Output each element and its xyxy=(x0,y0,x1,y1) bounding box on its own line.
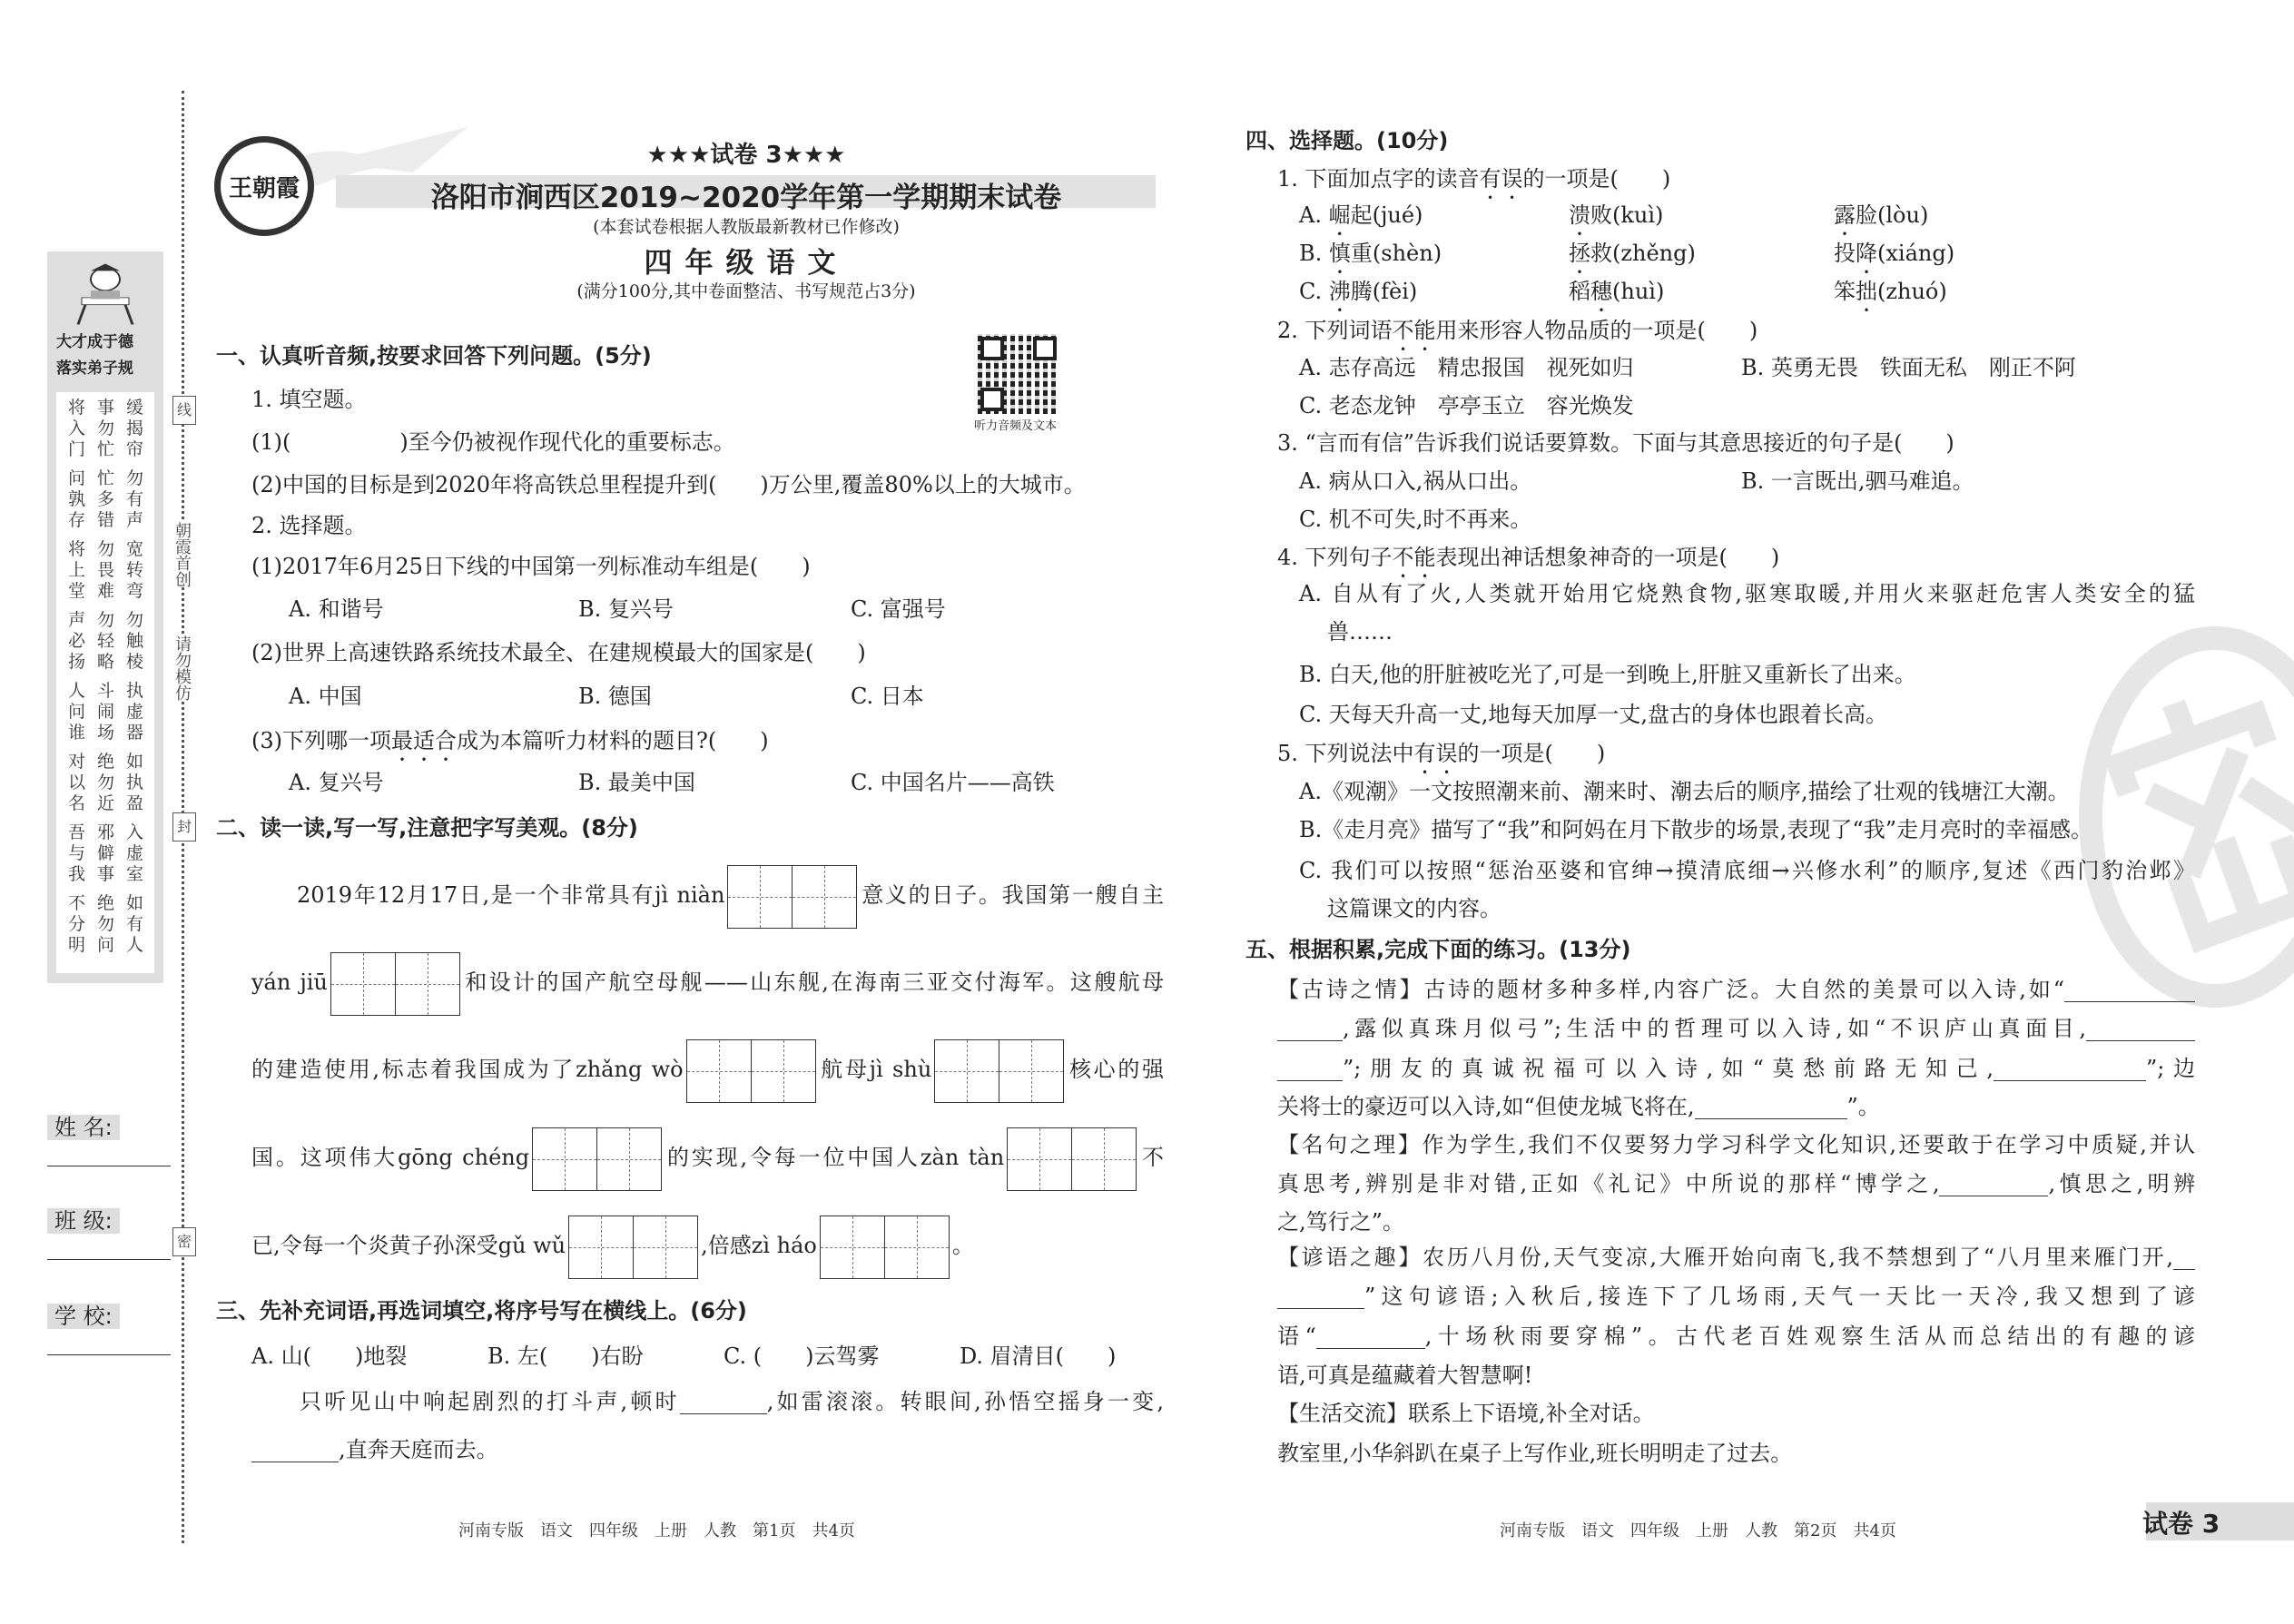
passage-line xyxy=(251,1037,1164,1103)
text-segment: 航母jì shù xyxy=(818,1057,932,1082)
school-label: 学 校: xyxy=(47,1304,120,1329)
answer-option: C. ( )云驾雾 xyxy=(724,1343,880,1369)
text-segment: 只听见山中响起剧烈的打斗声,顿时 xyxy=(300,1389,680,1414)
dizigui-poem-grid xyxy=(56,392,154,973)
passage-line xyxy=(300,1386,1164,1417)
poem-row: 堂难弯 xyxy=(68,581,156,601)
writing-cell[interactable] xyxy=(533,1128,596,1190)
poem-row: 吾邪入 xyxy=(68,822,156,842)
text-segment: 的建造使用,标志着我国成为了zhǎng wò xyxy=(251,1057,684,1082)
confidential-stamp xyxy=(2079,626,2294,1008)
answer-blank-line[interactable] xyxy=(1695,1095,1847,1119)
dotted-emphasis-text: 崛 xyxy=(1328,202,1351,228)
text-segment: (3)下列哪一项 xyxy=(251,728,391,753)
writing-cell[interactable] xyxy=(751,1040,815,1102)
writing-cell[interactable] xyxy=(728,866,792,928)
vertical-note-original: 朝霞首创 xyxy=(170,522,193,587)
writing-cell[interactable] xyxy=(821,1216,884,1278)
answer-blank-line[interactable] xyxy=(251,1438,339,1462)
answer-option: B. 一言既出,驷马难追。 xyxy=(1741,468,1974,494)
poem-row: 将勿宽 xyxy=(68,539,156,559)
answer-option xyxy=(1569,200,1663,241)
text-segment: 的一项是( ) xyxy=(1457,741,1606,766)
dotted-emphasis-text: 溃 xyxy=(1569,202,1590,228)
tianzige-writing-box[interactable] xyxy=(330,952,460,1016)
text-segment: 表现出神话想象神奇的一项是( ) xyxy=(1435,545,1780,570)
dotted-emphasis-text: 沸 xyxy=(1328,279,1351,304)
tianzige-writing-box[interactable] xyxy=(532,1127,662,1191)
text-segment: ”;朋友的真诚祝福可以入诗,如“莫愁前路无知己, xyxy=(1343,1056,1994,1081)
text-segment: 腾(fèi) xyxy=(1350,279,1418,304)
dotted-emphasis-text: 有误 xyxy=(1413,741,1458,766)
poem-row: 与僻虚 xyxy=(68,843,156,863)
text-segment: 用来形容人物品质的一项是( ) xyxy=(1435,318,1758,343)
passage-line xyxy=(1277,1321,2195,1352)
option-line: A. 自从有了火,人类就开始用它烧熟食物,驱寒取暖,并用火来驱赶危害人类安全的猛 xyxy=(1299,581,2195,606)
text-segment: 稻 xyxy=(1569,279,1590,304)
answer-option: A. 病从口入,祸从口出。 xyxy=(1299,468,1532,494)
poem-row: 入勿揭 xyxy=(68,418,156,438)
dotted-emphasis-text: 不能 xyxy=(1392,318,1436,343)
text-segment: ,倍感zì háo xyxy=(701,1233,817,1258)
class-field[interactable] xyxy=(47,1203,120,1235)
text-segment: B. xyxy=(1299,241,1329,266)
writing-cell[interactable] xyxy=(935,1040,999,1102)
text-segment: 2019年12月17日,是一个非常具有jì niàn xyxy=(297,882,725,908)
answer-option: A. 志存高远 精忠报国 视死如归 xyxy=(1299,355,1634,380)
score-note: (满分100分,其中卷面整洁、书写规范占3分) xyxy=(576,281,916,301)
text-segment: 5. 下列说法中 xyxy=(1277,741,1414,766)
tianzige-writing-box[interactable] xyxy=(727,865,857,929)
text-segment: 投 xyxy=(1834,241,1856,266)
text-segment: ,直奔天庭而去。 xyxy=(339,1437,498,1462)
answer-option: A. 山( )地裂 xyxy=(251,1343,408,1369)
option-line: 兽…… xyxy=(1327,619,1393,645)
passage-line xyxy=(1277,1091,1880,1122)
text-segment: 和设计的国产航空母舰——山东舰,在海南三亚交付海军。这艘航母 xyxy=(462,969,1164,995)
answer-blank-line[interactable] xyxy=(1939,1172,2048,1196)
question-line xyxy=(251,725,769,766)
logo-text: 王朝霞 xyxy=(228,174,300,202)
writing-cell[interactable] xyxy=(1008,1128,1071,1190)
writing-cell[interactable] xyxy=(792,866,856,928)
text-segment: 重(shèn) xyxy=(1350,241,1442,266)
writing-cell[interactable] xyxy=(331,953,395,1015)
paper-badge: ★★★试卷 3★★★ xyxy=(646,142,846,169)
answer-blank-line[interactable] xyxy=(680,1390,767,1414)
passage-line xyxy=(1277,1281,2195,1312)
answer-blank-line[interactable] xyxy=(2086,1017,2195,1041)
poem-row: 存错声 xyxy=(68,510,156,530)
writing-cell[interactable] xyxy=(884,1216,949,1278)
text-segment: 败(kuì) xyxy=(1590,202,1664,228)
passage-line: 【生活交流】联系上下语境,补全对话。 xyxy=(1277,1401,1655,1426)
text-segment: 关将士的豪迈可以入诗,如“但使龙城飞将在, xyxy=(1277,1094,1695,1119)
answer-option: B. 德国 xyxy=(578,684,652,709)
answer-option: C. 富强号 xyxy=(851,596,946,622)
poem-row: 名近盈 xyxy=(68,793,156,813)
answer-option xyxy=(1834,276,1947,317)
passage-line xyxy=(1277,974,2195,1005)
dotted-emphasis-text: 拙 xyxy=(1856,279,1877,304)
text-segment: 脸(lòu) xyxy=(1856,202,1929,228)
dotted-emphasis-text: 最适合 xyxy=(391,728,457,753)
text-segment: 笨 xyxy=(1834,279,1856,304)
answer-option: C. 日本 xyxy=(851,684,924,709)
question-line: (2)世界上高速铁路系统技术最全、在建规模最大的国家是( ) xyxy=(251,640,866,665)
passage-line: 教室里,小华斜趴在桌子上写作业,班长明明走了过去。 xyxy=(1277,1441,1793,1466)
answer-option: C. 机不可失,时不再来。 xyxy=(1299,507,1532,532)
text-segment: 2. 下列词语 xyxy=(1277,318,1393,343)
exam-title: 洛阳市涧西区2019~2020学年第一学期期末试卷 xyxy=(430,182,1062,214)
text-segment: ,露似真珠月似弓”;生活中的哲理可以入诗,如“不识庐山真面目, xyxy=(1343,1016,2086,1041)
question-line: (2)中国的目标是到2020年将高铁总里程提升到( )万公里,覆盖80%以上的大城市。 xyxy=(251,472,1086,497)
dotted-emphasis-text: 穗 xyxy=(1590,279,1612,304)
section-1-heading: 一、认真听音频,按要求回答下列问题。(5分) xyxy=(216,343,652,369)
option-line: B. 白天,他的肝脏被吃光了,可是一到晚上,肝脏又重新长了出来。 xyxy=(1299,662,1916,687)
text-segment: 1. 下面加点字的读音 xyxy=(1277,166,1480,192)
answer-option xyxy=(1299,276,1417,317)
passage-line xyxy=(251,950,1164,1016)
passage-line: 语,可真是蕴藏着大智慧啊! xyxy=(1277,1363,1533,1388)
poem-row: 上畏转 xyxy=(68,560,156,580)
text-segment: 。 xyxy=(951,1233,974,1258)
poem-row: 明问人 xyxy=(68,935,156,955)
option-line: C. 我们可以按照“惩治巫婆和官绅→摸清底细→兴修水利”的顺序,复述《西门豹治邺》 xyxy=(1299,858,2195,883)
text-segment: 成为本篇听力材料的题目?( ) xyxy=(457,728,769,753)
answer-option: B. 英勇无畏 铁面无私 刚正不阿 xyxy=(1741,355,2076,380)
answer-blank-line[interactable] xyxy=(2173,1245,2195,1270)
passage-line xyxy=(1277,1013,2195,1044)
qr-label: 听力音频及文本 xyxy=(974,419,1058,433)
poem-row: 问忙勿 xyxy=(68,468,156,488)
answer-option xyxy=(1569,276,1664,317)
text-segment: 意义的日子。我国第一艘自主 xyxy=(860,882,1164,908)
writing-cell[interactable] xyxy=(596,1128,661,1190)
dotted-emphasis-text: 降 xyxy=(1856,241,1877,266)
answer-option xyxy=(1834,200,1928,241)
text-segment: 核心的强 xyxy=(1067,1057,1164,1082)
dotted-emphasis-text: 露 xyxy=(1834,202,1856,228)
section-4-heading: 四、选择题。(10分) xyxy=(1245,128,1449,153)
seal-mark-feng: 封 xyxy=(172,812,196,842)
text-segment: 已,令每一个炎黄子孙深受gǔ wǔ xyxy=(251,1233,566,1258)
dotted-emphasis-text: 有误 xyxy=(1479,166,1523,192)
answer-option xyxy=(1834,238,1954,279)
poem-row: 不绝如 xyxy=(68,893,156,913)
answer-option: B. 最美中国 xyxy=(578,770,695,795)
poem-row: 谁场器 xyxy=(68,723,156,743)
answer-blank-line[interactable] xyxy=(2064,978,2195,1002)
option-line: B.《走月亮》描写了“我”和阿妈在月下散步的场景,表现了“我”走月亮时的幸福感。 xyxy=(1299,817,2092,842)
tianzige-writing-box[interactable] xyxy=(1007,1127,1137,1191)
vertical-note-no-copy: 请勿模仿 xyxy=(170,635,193,701)
text-segment: 不 xyxy=(1139,1145,1165,1170)
answer-option xyxy=(1569,238,1696,279)
passage-line xyxy=(251,1213,974,1279)
tianzige-writing-box[interactable] xyxy=(934,1039,1064,1103)
passage-line: 之,笃行之”。 xyxy=(1277,1209,1404,1235)
passage-line xyxy=(1277,1053,2195,1084)
motto-1: 大才成于德 xyxy=(56,333,133,351)
poem-row: 将事缓 xyxy=(68,398,156,418)
text-segment: 救(zhěng) xyxy=(1590,241,1696,266)
dotted-emphasis-text: 拯 xyxy=(1569,241,1590,266)
qr-code[interactable] xyxy=(978,334,1059,414)
text-segment: 【古诗之情】古诗的题材多种多样,内容广泛。大自然的美景可以入诗,如“ xyxy=(1277,977,2064,1002)
question-line: 3. “言而有信”告诉我们说话要算数。下面与其意思接近的句子是( ) xyxy=(1277,430,1954,456)
answer-option: C. 中国名片——高铁 xyxy=(851,770,1055,795)
writing-cell[interactable] xyxy=(1071,1128,1136,1190)
poem-row: 扬略棱 xyxy=(68,652,156,672)
text-segment: ,十场秋雨要穿棉”。古代老百姓观察生活从而总结出的有趣的谚 xyxy=(1424,1324,2195,1349)
writing-cell[interactable] xyxy=(687,1040,751,1102)
option-line: 这篇课文的内容。 xyxy=(1327,896,1501,921)
text-segment: yán jiū xyxy=(251,969,328,995)
text-segment: 【谚语之趣】农历八月份,天气变凉,大雁开始向南飞,我不禁想到了“八月里来雁门开, xyxy=(1277,1245,2173,1270)
text-segment: 4. 下列句子 xyxy=(1277,545,1393,570)
text-segment: (zhuó) xyxy=(1877,279,1947,304)
section-2-heading: 二、读一读,写一写,注意把字写美观。(8分) xyxy=(216,815,638,841)
answer-blank-line[interactable] xyxy=(1277,1017,1343,1041)
answer-option: A. 和谐号 xyxy=(289,596,384,622)
seal-mark-xian: 线 xyxy=(172,396,196,425)
passage-line xyxy=(1277,1242,2195,1273)
answer-option: B. 左( )右盼 xyxy=(487,1343,644,1369)
question-line xyxy=(1277,163,1670,204)
poem-row: 问闹虚 xyxy=(68,702,156,722)
dotted-emphasis-text: 慎 xyxy=(1328,241,1351,266)
text-segment: 起(jué) xyxy=(1350,202,1423,228)
text-segment: (huì) xyxy=(1612,279,1665,304)
revision-note: (本套试卷根据人教版最新教材已作修改) xyxy=(593,217,900,237)
text-segment: A. xyxy=(1299,202,1329,228)
passage-line xyxy=(1277,1168,2195,1199)
motto-2: 落实弟子规 xyxy=(56,359,133,378)
text-segment: ,慎思之,明辨 xyxy=(2048,1171,2195,1196)
corner-label: 试卷 3 xyxy=(2142,1509,2220,1539)
answer-blank-line[interactable] xyxy=(1316,1324,1425,1349)
poem-row: 以勿执 xyxy=(68,773,156,792)
answer-blank-line[interactable] xyxy=(1277,1284,1364,1309)
tianzige-writing-box[interactable] xyxy=(568,1216,698,1279)
subject-title: 四年级语文 xyxy=(644,247,849,280)
passage-line xyxy=(251,1125,1164,1191)
answer-option: A. 中国 xyxy=(289,684,362,709)
question-line: 1. 填空题。 xyxy=(251,387,367,412)
text-segment: 的实现,令每一位中国人zàn tàn xyxy=(665,1145,1005,1170)
passage-line xyxy=(297,862,1164,929)
answer-option: B. 复兴号 xyxy=(578,596,674,622)
answer-option xyxy=(1299,200,1423,241)
seal-mark-mi: 密 xyxy=(172,1227,196,1256)
poem-row: 分勿有 xyxy=(68,914,156,934)
poem-row: 我事室 xyxy=(68,864,156,884)
question-line xyxy=(1277,738,1605,779)
question-line: 2. 选择题。 xyxy=(251,513,367,538)
passage-line: 【名句之理】作为学生,我们不仅要努力学习科学文化知识,还要敢于在学习中质疑,并认 xyxy=(1277,1132,2195,1157)
class-label: 班 级: xyxy=(47,1208,120,1234)
poem-row: 人斗执 xyxy=(68,681,156,701)
poem-row: 孰多有 xyxy=(68,489,156,509)
section-5-heading: 五、根据积累,完成下面的练习。(13分) xyxy=(1245,937,1631,962)
question-line: (1)( )至今仍被视作现代化的重要标志。 xyxy=(251,429,735,455)
name-field[interactable] xyxy=(47,1109,120,1141)
name-label: 姓 名: xyxy=(47,1115,120,1140)
tianzige-writing-box[interactable] xyxy=(820,1216,950,1279)
page-1-footer: 河南专版 语文 四年级 上册 人教 第1页 共4页 xyxy=(458,1521,855,1540)
writing-cell[interactable] xyxy=(395,953,459,1015)
answer-blank-line[interactable] xyxy=(1994,1057,2146,1081)
poem-row: 对绝如 xyxy=(68,752,156,772)
writing-cell[interactable] xyxy=(633,1216,697,1278)
text-segment: C. xyxy=(1299,279,1329,304)
text-segment: ,如雷滚滚。转眼间,孙悟空摇身一变, xyxy=(766,1389,1164,1414)
writing-cell[interactable] xyxy=(569,1216,633,1278)
answer-option: C. 老态龙钟 亭亭玉立 容光焕发 xyxy=(1299,393,1634,418)
text-segment: ”;边 xyxy=(2145,1056,2195,1081)
confidential-stamp-glyph xyxy=(2079,626,2294,1008)
section-3-heading: 三、先补充词语,再选词填空,将序号写在横线上。(6分) xyxy=(216,1298,747,1324)
page-2-footer: 河南专版 语文 四年级 上册 人教 第2页 共4页 xyxy=(1500,1521,1896,1540)
question-line: (1)2017年6月25日下线的中国第一列标准动车组是( ) xyxy=(251,554,811,579)
option-line: A.《观潮》一文按照潮来前、潮来时、潮去后的顺序,描绘了壮观的钱塘江大潮。 xyxy=(1299,779,2070,804)
text-segment: ”。 xyxy=(1846,1094,1880,1119)
poem-row: 必轻触 xyxy=(68,631,156,651)
poem-row: 门忙帘 xyxy=(68,439,156,459)
poem-row: 声勿勿 xyxy=(68,610,156,630)
text-segment: ”这句谚语;入秋后,接连下了几场雨,天气一天比一天冷,我又想到了谚 xyxy=(1364,1284,2195,1309)
text-segment: 语“ xyxy=(1277,1324,1316,1349)
option-line: C. 天每天升高一丈,地每天加厚一丈,盘古的身体也跟着长高。 xyxy=(1299,702,1888,727)
answer-option: D. 眉清目( ) xyxy=(960,1343,1117,1369)
question-line xyxy=(1277,315,1757,356)
answer-blank-line[interactable] xyxy=(1277,1057,1343,1081)
passage-line xyxy=(251,1434,498,1465)
text-segment: 真思考,辨别是非对错,正如《礼记》中所说的那样“博学之, xyxy=(1277,1171,1940,1196)
text-segment: 国。这项伟大gōng chéng xyxy=(251,1145,530,1170)
text-segment: 的一项是( ) xyxy=(1522,166,1671,192)
answer-option: A. 复兴号 xyxy=(289,770,384,795)
answer-option xyxy=(1299,238,1442,279)
writing-cell[interactable] xyxy=(999,1040,1063,1102)
tianzige-writing-box[interactable] xyxy=(686,1039,816,1103)
dotted-emphasis-text: 不能 xyxy=(1392,545,1436,570)
school-field[interactable] xyxy=(47,1298,120,1330)
question-line xyxy=(1277,542,1779,583)
text-segment: (xiáng) xyxy=(1877,241,1955,266)
